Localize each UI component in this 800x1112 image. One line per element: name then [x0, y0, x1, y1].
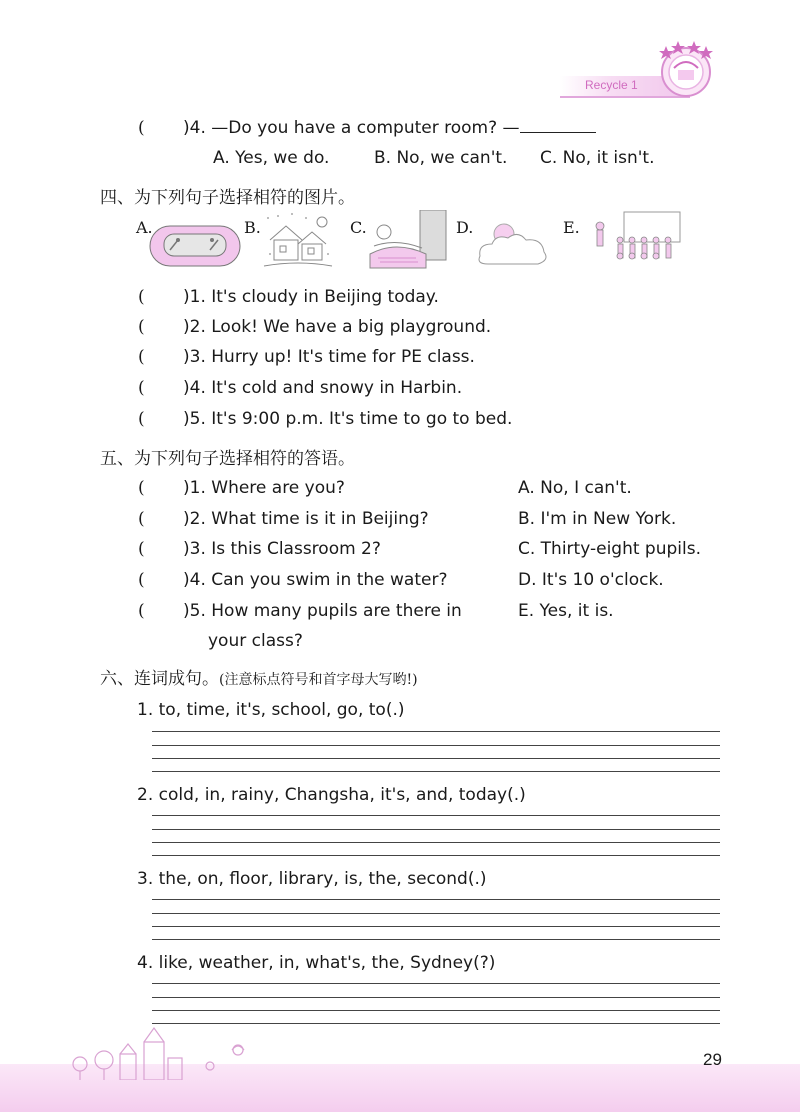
- section4-paren-5: (: [138, 409, 145, 429]
- cloudy-sun-picture-icon: [472, 210, 552, 274]
- q4-prev-text: )4. —Do you have a computer room? —: [183, 118, 520, 138]
- section5-question-2: )2. What time is it in Beijing?: [183, 509, 429, 529]
- section5-answer-c: C. Thirty-eight pupils.: [518, 539, 701, 559]
- section5-answer-d: D. It's 10 o'clock.: [518, 570, 664, 590]
- writing-line[interactable]: [152, 855, 720, 856]
- bedtime-picture-icon: [366, 210, 448, 274]
- section6-item-2: 2. cold, in, rainy, Changsha, it's, and, today(.): [137, 785, 526, 805]
- section5-paren-3: (: [138, 539, 145, 559]
- section6-item-3: 3. the, on, floor, library, is, the, second(.): [137, 869, 487, 889]
- writing-line[interactable]: [152, 771, 720, 772]
- section4-item-3: )3. Hurry up! It's time for PE class.: [183, 347, 475, 367]
- q4-prev-option-b: B. No, we can't.: [374, 148, 508, 168]
- writing-line[interactable]: [152, 926, 720, 927]
- section5-title: 五、为下列句子选择相符的答语。: [100, 449, 355, 469]
- section5-question-3: )3. Is this Classroom 2?: [183, 539, 381, 559]
- section4-item-2: )2. Look! We have a big playground.: [183, 317, 492, 337]
- section4-paren-4: (: [138, 378, 145, 398]
- section6-item-4: 4. like, weather, in, what's, the, Sydney(?): [137, 953, 496, 973]
- section4-item-4: )4. It's cold and snowy in Harbin.: [183, 378, 463, 398]
- section4-paren-3: (: [138, 347, 145, 367]
- writing-line[interactable]: [152, 997, 720, 998]
- section6-title: 六、连词成句。: [100, 669, 219, 689]
- writing-line[interactable]: [152, 815, 720, 816]
- section5-question-5-cont: your class?: [208, 631, 303, 651]
- section5-paren-4: (: [138, 570, 145, 590]
- section5-paren-2: (: [138, 509, 145, 529]
- writing-line[interactable]: [152, 829, 720, 830]
- castle-decoration-icon: [60, 1024, 260, 1080]
- section6-note: (注意标点符号和首字母大写哟!): [219, 672, 418, 688]
- header-label: Recycle 1: [585, 78, 638, 92]
- writing-line[interactable]: [152, 939, 720, 940]
- logo-badge-icon: [656, 38, 716, 100]
- section5-answer-b: B. I'm in New York.: [518, 509, 677, 529]
- section5-answer-a: A. No, I can't.: [518, 478, 632, 498]
- snowy-house-picture-icon: [262, 210, 334, 274]
- section4-item-5: )5. It's 9:00 p.m. It's time to go to bed.: [183, 409, 513, 429]
- q4-prev-question: [183, 118, 596, 138]
- q4-prev-option-c: C. No, it isn't.: [540, 148, 655, 168]
- writing-line[interactable]: [152, 1010, 720, 1011]
- section4-paren-2: (: [138, 317, 145, 337]
- picture-label-b: B.: [244, 218, 261, 237]
- section4-item-1: )1. It's cloudy in Beijing today.: [183, 287, 439, 307]
- section6-item-1: 1. to, time, it's, school, go, to(.): [137, 700, 405, 720]
- writing-line[interactable]: [152, 899, 720, 900]
- picture-label-c: C.: [350, 218, 367, 237]
- section5-answer-e: E. Yes, it is.: [518, 601, 614, 621]
- pe-class-picture-icon: [590, 210, 682, 274]
- picture-label-a: A.: [136, 218, 153, 237]
- writing-line[interactable]: [152, 913, 720, 914]
- writing-line[interactable]: [152, 758, 720, 759]
- section5-paren-1: (: [138, 478, 145, 498]
- section4-paren-1: (: [138, 287, 145, 307]
- writing-line[interactable]: [152, 731, 720, 732]
- section5-paren-5: (: [138, 601, 145, 621]
- q4-prev-paren: (: [138, 118, 145, 138]
- playground-picture-icon: [148, 210, 242, 274]
- section4-title: 四、为下列句子选择相符的图片。: [100, 188, 355, 208]
- page-number: 29: [703, 1050, 722, 1069]
- writing-line[interactable]: [152, 745, 720, 746]
- picture-label-e: E.: [563, 218, 580, 237]
- picture-label-d: D.: [456, 218, 474, 237]
- section5-question-5: )5. How many pupils are there in: [183, 601, 462, 621]
- section5-question-4: )4. Can you swim in the water?: [183, 570, 448, 590]
- writing-line[interactable]: [152, 983, 720, 984]
- answer-blank[interactable]: [520, 118, 596, 133]
- section6-heading: [100, 669, 418, 690]
- writing-line[interactable]: [152, 842, 720, 843]
- q4-prev-option-a: A. Yes, we do.: [213, 148, 330, 168]
- section5-question-1: )1. Where are you?: [183, 478, 345, 498]
